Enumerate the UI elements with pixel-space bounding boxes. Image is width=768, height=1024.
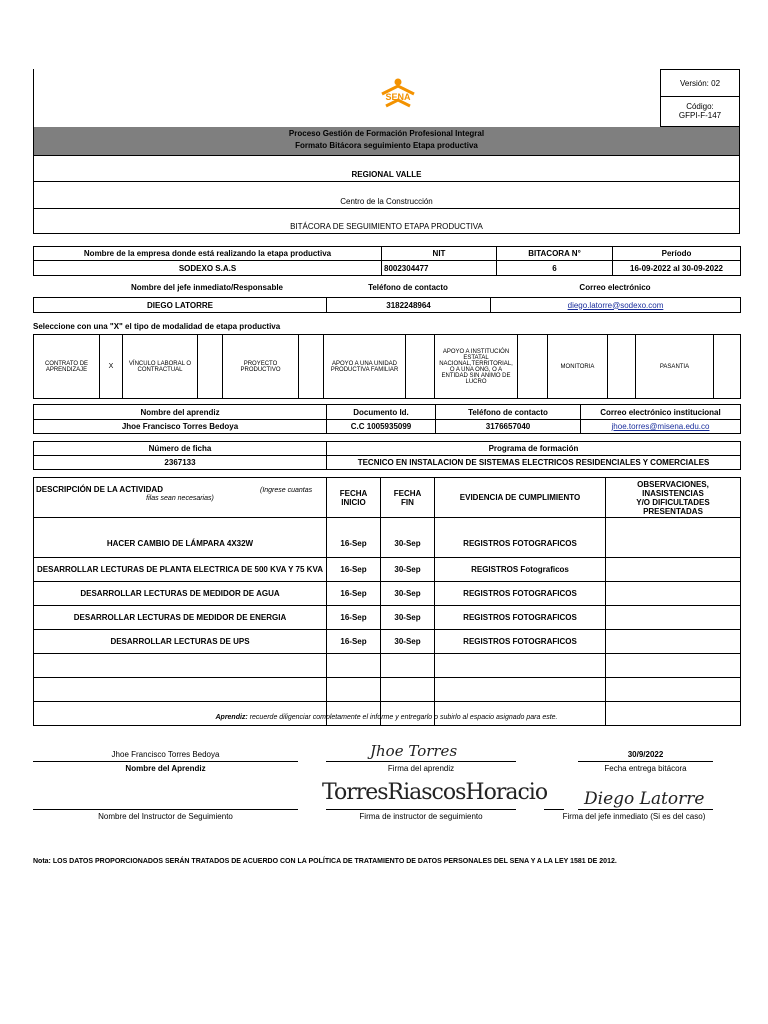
activity-start: 16-Sep: [327, 558, 381, 582]
apprentice-doc-label: Documento Id.: [327, 405, 436, 420]
boss-signature: Diego Latorre: [584, 789, 705, 809]
desc-header-note-b: filas sean necesarias): [146, 495, 214, 502]
activity-end: 30-Sep: [381, 630, 435, 654]
doc-title-row: [33, 208, 740, 234]
obs-header-b: Y/O DIFICULTADES PRESENTADAS: [636, 497, 710, 516]
apprentice-doc-value: C.C 1005935099: [327, 420, 436, 434]
obs-header-a: OBSERVACIONES, INASISTENCIAS: [637, 479, 709, 498]
apprentice-name-line: [33, 761, 298, 762]
instructor-sig-line: [326, 809, 516, 810]
reminder-text: recuerde diligenciar completamente el informe y entregarlo o subirlo al espacio asignado para este.: [247, 714, 558, 721]
activity-obs[interactable]: [606, 582, 741, 606]
footer-note-label: Nota:: [33, 858, 51, 865]
modality-checkbox[interactable]: X: [100, 335, 123, 399]
end-header-a: FECHA: [393, 488, 422, 498]
activity-evidence[interactable]: [435, 678, 606, 702]
activity-start: 16-Sep: [327, 606, 381, 630]
apprentice-name-sign: Jhoe Francisco Torres Bedoya: [111, 750, 220, 759]
boss-phone-value: 3182248964: [327, 298, 491, 313]
apprentice-sig-line: [326, 761, 516, 762]
instructor-signature: TorresRiascosHoracio: [322, 780, 548, 805]
boss-email-label: Correo electrónico: [579, 283, 651, 292]
activity-obs[interactable]: [606, 678, 741, 702]
activity-start: 16-Sep: [327, 518, 381, 558]
reminder-bold: Aprendiz:: [215, 714, 248, 721]
activity-desc: DESARROLLAR LECTURAS DE MEDIDOR DE AGUA: [34, 582, 327, 606]
activity-obs[interactable]: [606, 558, 741, 582]
boss-sig-line-left: [544, 809, 564, 810]
instructor-sig-label: Firma de instructor de seguimiento: [359, 812, 483, 821]
boss-sig-label: Firma del jefe inmediato (Si es del caso): [562, 812, 706, 821]
program-label: Programa de formación: [327, 442, 741, 456]
nit-label: NIT: [382, 247, 497, 261]
apprentice-phone-value: 3176657040: [436, 420, 581, 434]
band-line1: Proceso Gestión de Formación Profesional Integral: [288, 129, 485, 138]
modality-checkbox[interactable]: [198, 335, 223, 399]
modality-option-label: CONTRATO DE APRENDIZAJE: [34, 335, 100, 399]
apprentice-table: [33, 404, 741, 434]
activity-end: 30-Sep: [381, 606, 435, 630]
activity-desc[interactable]: [34, 654, 327, 678]
apprentice-name-sign-label: Nombre del Aprendiz: [125, 764, 206, 773]
end-header-b: FIN: [401, 497, 414, 507]
activity-desc[interactable]: [34, 678, 327, 702]
regional-row: [33, 155, 740, 182]
modality-table: [33, 334, 741, 399]
modality-checkbox[interactable]: [518, 335, 548, 399]
modality-option-label: MONITORIA: [548, 335, 608, 399]
apprentice-email-value[interactable]: jhoe.torres@misena.edu.co: [581, 420, 741, 434]
version-box: [660, 69, 740, 97]
version-label: Versión: 02: [679, 79, 721, 88]
footer-note-text: LOS DATOS PROPORCIONADOS SERÁN TRATADOS DE ACUERDO CON LA POLÍTICA DE TRATAMIENTO DE DATOS PERSONALES DEL SENA Y A LA LEY 1581 DE 2012.: [52, 858, 617, 865]
activity-obs[interactable]: [606, 606, 741, 630]
modality-option-label: APOYO A UNA UNIDAD PRODUCTIVA FAMILIAR: [324, 335, 406, 399]
header-left-border: [33, 69, 34, 127]
activity-end: 30-Sep: [381, 582, 435, 606]
activity-start: 16-Sep: [327, 630, 381, 654]
end-header: [381, 478, 435, 518]
modality-option-label: PASANTIA: [636, 335, 714, 399]
code-box: [660, 96, 740, 127]
instructor-name-line: [33, 809, 298, 810]
regional-text: REGIONAL VALLE: [351, 170, 422, 179]
program-value: TECNICO EN INSTALACION DE SISTEMAS ELECTRICOS RESIDENCIALES Y COMERCIALES: [327, 456, 741, 470]
activity-end[interactable]: [381, 654, 435, 678]
instructor-name-label: Nombre del Instructor de Seguimiento: [98, 812, 233, 821]
activity-obs[interactable]: [606, 654, 741, 678]
apprentice-email-label: Correo electrónico institucional: [581, 405, 741, 420]
activity-evidence: REGISTROS FOTOGRAFICOS: [435, 630, 606, 654]
activity-obs[interactable]: [606, 518, 741, 558]
modality-checkbox[interactable]: [299, 335, 324, 399]
boss-table: [33, 297, 741, 313]
activity-end: 30-Sep: [381, 558, 435, 582]
company-name-label: Nombre de la empresa donde está realizando la etapa productiva: [34, 247, 382, 261]
modality-option-label: VÍNCULO LABORAL O CONTRACTUAL: [123, 335, 198, 399]
code-label: Código:: [686, 102, 714, 111]
ficha-label: Número de ficha: [34, 442, 327, 456]
start-header: FECHA INICIO: [327, 478, 381, 518]
activity-start[interactable]: [327, 654, 381, 678]
activity-desc: DESARROLLAR LECTURAS DE PLANTA ELECTRICA DE 500 KVA Y 75 KVA: [34, 558, 327, 582]
activity-obs[interactable]: [606, 630, 741, 654]
ficha-table: [33, 441, 741, 470]
desc-header-title: DESCRIPCIÓN DE LA ACTIVIDAD: [36, 485, 163, 494]
apprentice-name-value: Jhoe Francisco Torres Bedoya: [34, 420, 327, 434]
activity-end[interactable]: [381, 678, 435, 702]
boss-phone-label: Teléfono de contacto: [368, 283, 448, 292]
logo-text: SENA: [385, 92, 411, 102]
activity-evidence: REGISTROS FOTOGRAFICOS: [435, 582, 606, 606]
nit-value: 8002304477: [382, 261, 497, 276]
boss-email-value[interactable]: diego.latorre@sodexo.com: [491, 298, 741, 313]
delivery-date-line: [578, 761, 713, 762]
activity-evidence: REGISTROS FOTOGRAFICOS: [435, 606, 606, 630]
modality-option-label: PROYECTO PRODUCTIVO: [223, 335, 299, 399]
period-value: 16-09-2022 al 30-09-2022: [613, 261, 741, 276]
bitacora-value: 6: [497, 261, 613, 276]
activities-table: [33, 477, 741, 726]
doc-title: BITÁCORA DE SEGUIMIENTO ETAPA PRODUCTIVA: [290, 222, 483, 231]
obs-header: [606, 478, 741, 518]
activity-desc: DESARROLLAR LECTURAS DE UPS: [34, 630, 327, 654]
activity-desc: DESARROLLAR LECTURAS DE MEDIDOR DE ENERGIA: [34, 606, 327, 630]
modality-option-label: APOYO A INSTITUCIÓN ESTATAL NACIONAL,TERRITORIAL, O A UNA ONG, O A ENTIDAD SIN ANIMO DE LUCRO: [435, 335, 518, 399]
boss-sig-line: [578, 809, 713, 810]
centro-row: [33, 181, 740, 209]
ficha-value: 2367133: [34, 456, 327, 470]
activity-end: 30-Sep: [381, 518, 435, 558]
desc-header-note-a: (Ingrese cuantas: [260, 487, 313, 494]
bitacora-label: BITACORA N°: [497, 247, 613, 261]
boss-label: Nombre del jefe inmediato/Responsable: [130, 283, 284, 292]
activity-evidence: REGISTROS FOTOGRAFICOS: [435, 518, 606, 558]
activity-evidence[interactable]: [435, 654, 606, 678]
delivery-date-label: Fecha entrega bitácora: [604, 764, 687, 773]
modality-checkbox[interactable]: [714, 335, 741, 399]
activity-start: 16-Sep: [327, 582, 381, 606]
apprentice-signature: Jhoe Torres: [370, 742, 458, 760]
activity-evidence: REGISTROS Fotograficos: [435, 558, 606, 582]
reminder: [33, 714, 740, 721]
period-label: Período: [613, 247, 741, 261]
apprentice-phone-label: Teléfono de contacto: [436, 405, 581, 420]
process-band: [33, 127, 740, 155]
sena-logo: [376, 76, 420, 116]
evidence-header: EVIDENCIA DE CUMPLIMIENTO: [435, 478, 606, 518]
modality-instruction: Seleccione con una "X" el tipo de modalidad de etapa productiva: [33, 322, 281, 331]
activity-start[interactable]: [327, 678, 381, 702]
band-line2: Formato Bitácora seguimiento Etapa productiva: [295, 141, 478, 150]
company-table: [33, 246, 741, 276]
footer-note: [33, 858, 740, 865]
boss-value: DIEGO LATORRE: [34, 298, 327, 313]
apprentice-sig-label: Firma del aprendiz: [387, 764, 455, 773]
modality-checkbox[interactable]: [608, 335, 636, 399]
centro-text: Centro de la Construcción: [340, 197, 433, 206]
desc-header: [34, 478, 327, 518]
company-name-value: SODEXO S.A.S: [34, 261, 382, 276]
delivery-date: 30/9/2022: [627, 750, 664, 759]
apprentice-name-label: Nombre del aprendiz: [34, 405, 327, 420]
code-value: GFPI-F-147: [678, 111, 722, 120]
modality-checkbox[interactable]: [406, 335, 435, 399]
activity-desc: HACER CAMBIO DE LÁMPARA 4X32W: [34, 518, 327, 558]
